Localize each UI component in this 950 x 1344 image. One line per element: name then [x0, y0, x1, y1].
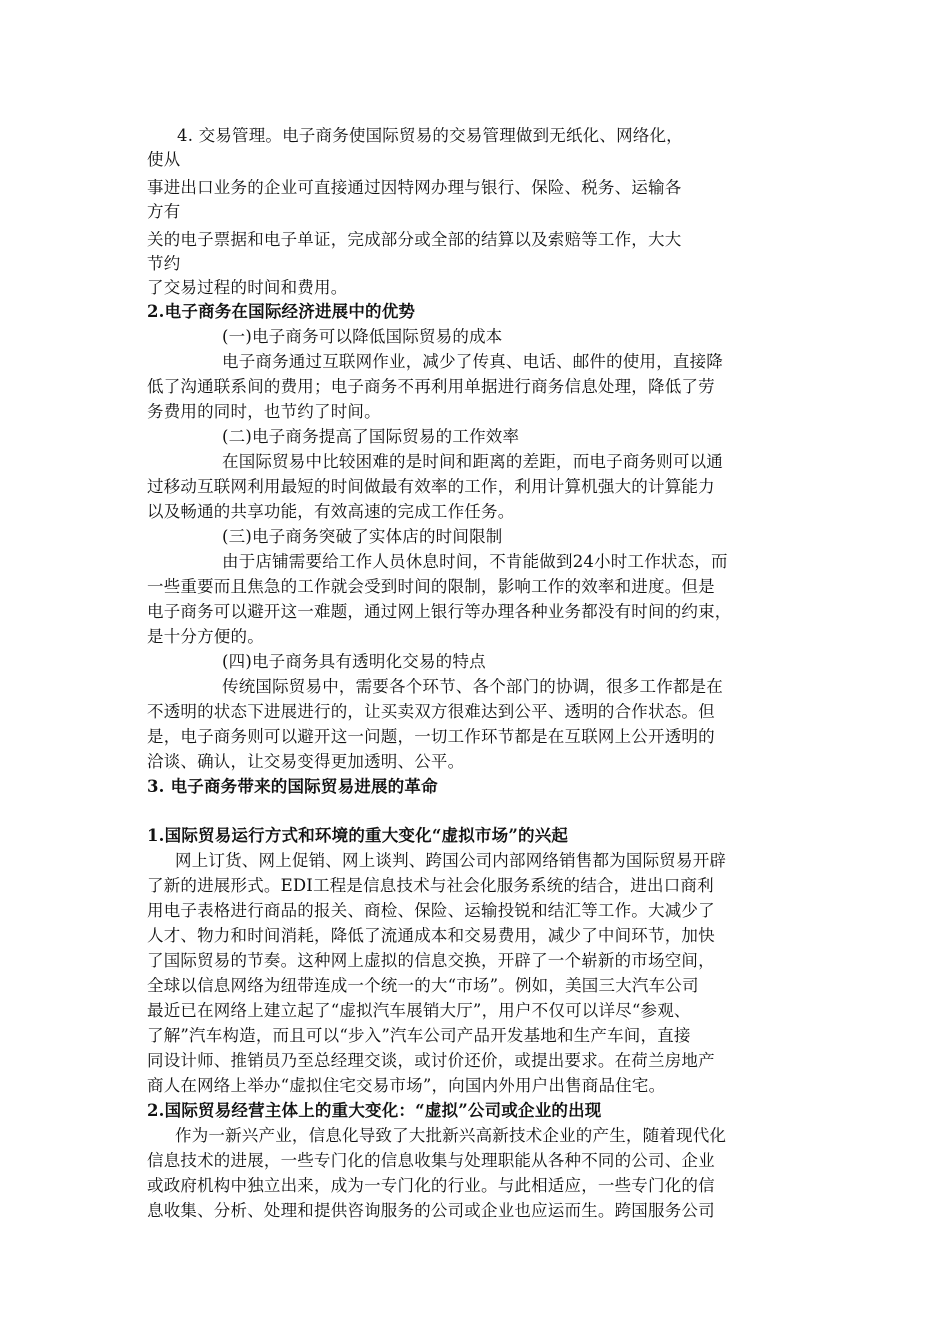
paragraph-line: 电子商务通过互联网作业，减少了传真、电话、邮件的使用，直接降	[222, 352, 723, 371]
paragraph-line: 洽谈、确认，让交易变得更加透明、公平。	[147, 752, 465, 771]
paragraph-line: 节约	[147, 254, 181, 273]
paragraph-line: 关的电子票据和电子单证，完成部分或全部的结算以及索赔等工作，大大	[147, 230, 682, 249]
paragraph-line: 用电子表格进行商品的报关、商检、保险、运输投锐和结汇等工作。大减少了	[147, 901, 715, 920]
paragraph-line: 在国际贸易中比较困难的是时间和距离的差距，而电子商务则可以通	[222, 452, 723, 471]
paragraph-line: 使从	[147, 150, 181, 169]
paragraph-line: 了交易过程的时间和费用。	[147, 278, 348, 297]
section-heading: 3. 电子商务带来的国际贸易进展的革命	[147, 777, 438, 796]
paragraph-line: 全球以信息网络为纽带连成一个统一的大“市场”。例如，美国三大汽车公司	[147, 976, 699, 995]
paragraph-line: 4. 交易管理。电子商务使国际贸易的交易管理做到无纸化、网络化，	[177, 126, 683, 145]
subsection-heading: (二)电子商务提高了国际贸易的工作效率	[222, 427, 520, 446]
paragraph-line: 网上订货、网上促销、网上谈判、跨国公司内部网络销售都为国际贸易开辟	[175, 851, 727, 870]
paragraph-line: 以及畅通的共享功能，有效高速的完成工作任务。	[147, 502, 515, 521]
paragraph-line: 电子商务可以避开这一难题，通过网上银行等办理各种业务都没有时间的约束，	[147, 602, 732, 621]
paragraph-line: 是，电子商务则可以避开这一问题，一切工作环节都是在互联网上公开透明的	[147, 727, 715, 746]
paragraph-line: 传统国际贸易中，需要各个环节、各个部门的协调，很多工作都是在	[222, 677, 723, 696]
paragraph-line: 方有	[147, 202, 181, 221]
subsection-heading: (四)电子商务具有透明化交易的特点	[222, 652, 486, 671]
subsection-heading: (三)电子商务突破了实体店的时间限制	[222, 527, 503, 546]
section-heading: 2.国际贸易经营主体上的重大变化：“虚拟”公司或企业的出现	[147, 1101, 602, 1120]
paragraph-line: 了解”汽车构造，而且可以“步入”汽车公司产品开发基地和生产车间，直接	[147, 1026, 691, 1045]
paragraph-line: 事进出口业务的企业可直接通过因特网办理与银行、保险、税务、运输各	[147, 178, 682, 197]
paragraph-line: 是十分方便的。	[147, 627, 264, 646]
paragraph-line: 息收集、分析、处理和提供咨询服务的公司或企业也应运而生。跨国服务公司	[147, 1201, 715, 1220]
paragraph-line: 商人在网络上举办“虚拟住宅交易市场”，向国内外用户出售商品住宅。	[147, 1076, 666, 1095]
paragraph-line: 信息技术的进展，一些专门化的信息收集与处理职能从各种不同的公司、企业	[147, 1151, 715, 1170]
paragraph-line: 务费用的同时，也节约了时间。	[147, 402, 381, 421]
paragraph-line: 过移动互联网利用最短的时间做最有效率的工作，利用计算机强大的计算能力	[147, 477, 715, 496]
paragraph-line: 一些重要而且焦急的工作就会受到时间的限制，影响工作的效率和进度。但是	[147, 577, 715, 596]
section-heading: 2.电子商务在国际经济进展中的优势	[147, 302, 416, 321]
subsection-heading: (一)电子商务可以降低国际贸易的成本	[222, 327, 503, 346]
paragraph-line: 同设计师、推销员乃至总经理交谈，或讨价还价，或提出要求。在荷兰房地产	[147, 1051, 715, 1070]
paragraph-line: 作为一新兴产业，信息化导致了大批新兴高新技术企业的产生，随着现代化	[175, 1126, 727, 1145]
paragraph-line: 最近已在网络上建立起了“虚拟汽车展销大厅”，用户不仅可以详尽“参观、	[147, 1001, 691, 1020]
paragraph-line: 不透明的状态下进展进行的，让买卖双方很难达到公平、透明的合作状态。但	[147, 702, 715, 721]
section-heading: 1.国际贸易运行方式和环境的重大变化“虚拟市场”的兴起	[147, 826, 569, 845]
paragraph-line: 或政府机构中独立出来，成为一专门化的行业。与此相适应，一些专门化的信	[147, 1176, 715, 1195]
paragraph-line: 人才、物力和时间消耗，降低了流通成本和交易费用，减少了中间环节，加快	[147, 926, 715, 945]
paragraph-line: 由于店铺需要给工作人员休息时间，不肯能做到24小时工作状态，而	[222, 552, 728, 571]
paragraph-line: 了新的进展形式。EDI工程是信息技术与社会化服务系统的结合，进出口商利	[147, 876, 714, 895]
paragraph-line: 了国际贸易的节奏。这种网上虚拟的信息交换，开辟了一个崭新的市场空间，	[147, 951, 715, 970]
paragraph-line: 低了沟通联系间的费用；电子商务不再利用单据进行商务信息处理，降低了劳	[147, 377, 715, 396]
